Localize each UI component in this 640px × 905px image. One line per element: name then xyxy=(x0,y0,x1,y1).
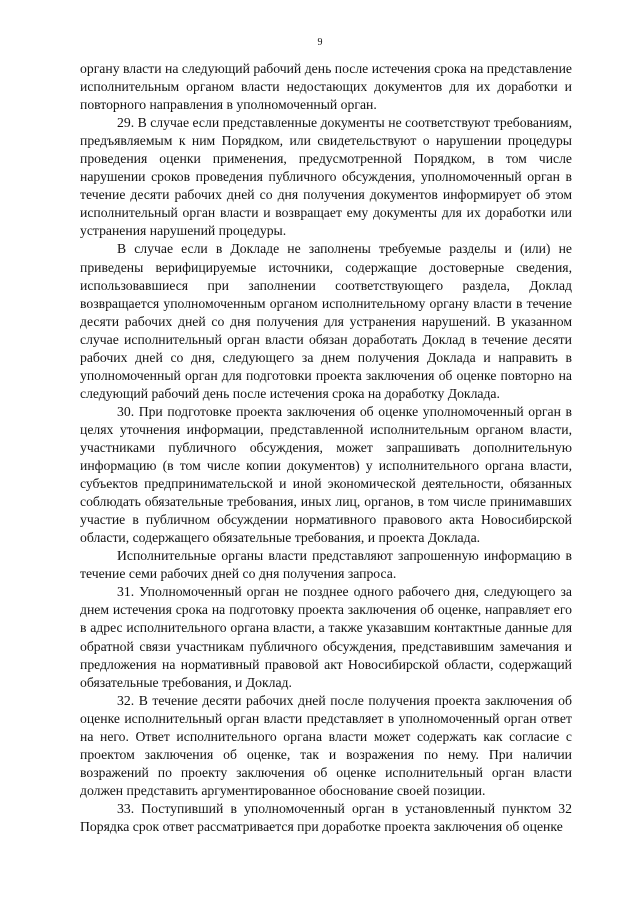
paragraph-29-report-return: В случае если в Докладе не заполнены требуемые разделы и (или) не приведены верифицируемые источники, содержащие достоверные сведения, использовавшиеся при заполнении соответствующего раздела, Доклад возвращается уполномоченным органом исполнительному органу власти в течение десяти рабочих дней со дня получения для устранения нарушений. В указанном случае исполнительный орган власти обязан доработать Доклад в течение десяти рабочих дней со дня, следующего за днем получения Доклада и направить в уполномоченный орган для подготовки проекта заключения об оценке повторно на следующий рабочий день после истечения срока на доработку Доклада. xyxy=(80,241,572,401)
paragraph-33: 33. Поступивший в уполномоченный орган в установленный пунктом 32 Порядка срок ответ рассматривается при доработке проекта заключения об оценке xyxy=(80,800,572,834)
paragraph-32: 32. В течение десяти рабочих дней после получения проекта заключения об оценке исполнительный орган власти представляет в уполномоченный орган ответ на него. Ответ исполнительного органа власти может содержать как согласие с проектом заключения об оценке, так и возражения по нему. При наличии возражений по проекту заключения об оценке исполнительный орган власти должен представить аргументированное обоснование своей позиции. xyxy=(80,692,572,798)
paragraph-continuation: органу власти на следующий рабочий день после истечения срока на представление исполнительным органом власти недостающих документов для их доработки и повторного направления в уполномоченный орган. xyxy=(80,61,572,113)
page-number: 9 xyxy=(317,37,323,48)
paragraph-31: 31. Уполномоченный орган не позднее одного рабочего дня, следующего за днем истечения срока на подготовку проекта заключения об оценке, направляет его в адрес исполнительного органа власти, а также указавшим контактные данные для обратной связи участникам публичного обсуждения, представившим замечания и предложения на нормативный правовой акт Новосибирской области, содержащий обязательные требования, и Доклад. xyxy=(80,584,572,690)
document-body xyxy=(80,60,572,836)
paragraph-30-response-term: Исполнительные органы власти представляют запрошенную информацию в течение семи рабочих дней со дня получения запроса. xyxy=(80,548,572,582)
paragraph-30: 30. При подготовке проекта заключения об оценке уполномоченный орган в целях уточнения информации, представленной исполнительным органом власти, участниками публичного обсуждения, может запрашивать дополнительную информацию (в том числе копии документов) у исполнительного органа власти, субъектов предпринимательской и иной экономической деятельности, обязанных соблюдать обязательные требования, иных лиц, органов, в том числе принимавших участие в публичном обсуждении нормативного правового акта Новосибирской области, содержащего обязательные требования, и проекта Доклада. xyxy=(80,403,572,546)
paragraph-29: 29. В случае если представленные документы не соответствуют требованиям, предъявляемым к ним Порядком, или свидетельствуют о нарушении процедуры проведения оценки применения, предусмотренной Порядком, в том числе нарушении сроков проведения публичного обсуждения, уполномоченный орган в течение десяти рабочих дней со дня получения документов информирует об этом исполнительный орган власти и возвращает ему документы для их доработки или устранения нарушений процедуры. xyxy=(80,115,572,239)
